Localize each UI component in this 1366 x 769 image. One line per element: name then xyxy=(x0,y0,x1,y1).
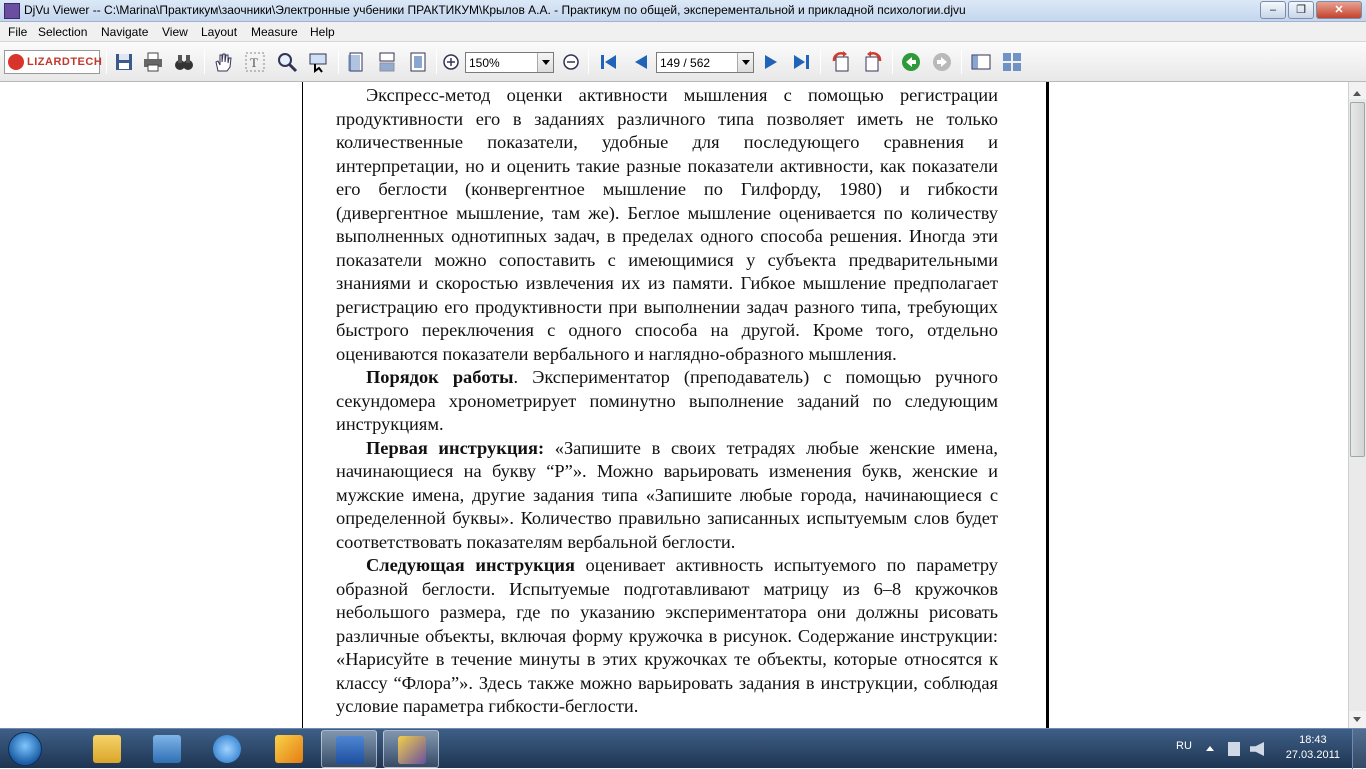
zoom-combo[interactable] xyxy=(465,52,554,73)
zoom-value: 150% xyxy=(469,56,500,70)
next-instruction-text: оценивает активность испытуемого по параметру образной беглости. Испытуемые подготавливают матрицу из 6–8 кружочков небольшого размера, где по указанию экспериментатора они должны рисовать различные объекты, включая форму кружочка в рисунок. Содержание инструкции: «Нарисуйте в течение минуты в этих кружочках те объекты, которые относятся к классу “Флора”». Здесь также можно варьировать задания в инструкции, соблюдая условие параметра гибкости-беглости. xyxy=(336,555,998,716)
document-page xyxy=(336,84,998,719)
continuous-page-icon[interactable] xyxy=(376,51,398,73)
toolbar xyxy=(0,42,1366,82)
chevron-down-icon[interactable] xyxy=(737,53,753,72)
djvu-icon xyxy=(398,736,426,764)
zoom-in-icon[interactable] xyxy=(440,51,462,73)
rotate-right-icon[interactable] xyxy=(862,51,884,73)
sidebar-toggle-icon[interactable] xyxy=(970,51,992,73)
paragraph-next-instruction xyxy=(336,554,998,719)
previous-page-icon[interactable] xyxy=(630,51,652,73)
taskbar-microsoft-word[interactable] xyxy=(321,730,377,768)
show-hidden-icons-icon[interactable] xyxy=(1206,742,1214,751)
taskbar-windows-explorer[interactable] xyxy=(79,730,135,768)
start-button[interactable] xyxy=(3,730,47,768)
title-bar xyxy=(0,0,1366,22)
clock-date: 27.03.2011 xyxy=(1285,749,1340,761)
print-icon[interactable] xyxy=(142,51,164,73)
thumbnails-icon[interactable] xyxy=(1001,51,1023,73)
taskbar-winamp[interactable] xyxy=(261,730,317,768)
paragraph-first-instruction xyxy=(336,437,998,555)
forward-icon[interactable] xyxy=(931,51,953,73)
scroll-up-icon[interactable] xyxy=(1349,82,1366,99)
page-combo[interactable] xyxy=(656,52,754,73)
document-viewport[interactable] xyxy=(0,82,1348,728)
lizard-logo-icon xyxy=(8,54,24,70)
menu-measure[interactable]: Measure xyxy=(251,25,298,39)
word-icon xyxy=(336,736,364,764)
back-icon[interactable] xyxy=(900,51,922,73)
text-select-icon[interactable] xyxy=(244,51,266,73)
volume-icon[interactable] xyxy=(1250,742,1264,756)
paragraph-method: Экспресс-метод оценки активности мышления с помощью регистрации продуктивности его в заданиях различного типа позволяет иметь не только количественные показатели, удобные для последующего сравнения и интерпретации, но и оценить такие разные показатели активности, как показатели его беглости (конвергентное мышление по Гилфорду, 1980) и гибкости (дивергентное мышление, там же). Беглое мышление оценивается по количеству выполненных однотипных задач, в пределах одного способа решения. Иногда эти показатели можно сопоставить с имеющимися у субъекта предварительными знаниями и скоростью извлечения их из памяти. Гибкое мышление предполагает регистрацию его продуктивности при выполнении задач разного типа, требующих быстрого переключения с одного способа на другой. Кроме того, отдельно оцениваются показатели вербального и наглядно-образного мышления. xyxy=(336,85,998,364)
clock[interactable] xyxy=(1286,733,1340,763)
menu-help[interactable]: Help xyxy=(310,25,335,39)
chevron-down-icon[interactable] xyxy=(537,53,553,72)
zoom-out-icon[interactable] xyxy=(560,51,582,73)
show-desktop-button[interactable] xyxy=(1352,729,1366,769)
menu-bar xyxy=(0,22,1366,42)
last-page-icon[interactable] xyxy=(790,51,812,73)
first-page-icon[interactable] xyxy=(598,51,620,73)
window-title: DjVu Viewer -- C:\Marina\Практикум\заочники\Электронные учбеники ПРАКТИКУМ\Крылов А.А. - Практикум по общей, эксперементальной и прикладной психологии.djvu xyxy=(24,3,966,17)
vertical-scrollbar[interactable] xyxy=(1348,82,1366,728)
taskbar-internet-explorer[interactable] xyxy=(199,730,255,768)
scroll-down-icon[interactable] xyxy=(1349,711,1366,728)
page-value: 149 / 562 xyxy=(660,56,711,70)
find-binoculars-icon[interactable] xyxy=(173,51,195,73)
taskbar xyxy=(0,728,1366,768)
minimize-button[interactable]: ‒ xyxy=(1260,1,1286,19)
winamp-icon xyxy=(275,735,303,763)
windows-logo-icon xyxy=(8,732,42,766)
first-instruction-text: «Запишите в своих тетрадях любые женские имена, начинающиеся на букву “Р”». Можно варьировать изменения букв, женские и мужские имена, другие задания типа «Запишите любые города, начинающиеся с определенной буквы». Количество правильно записанных испытуемым слов будет соответствовать показателям вербальной беглости. xyxy=(336,437,998,552)
next-page-icon[interactable] xyxy=(760,51,782,73)
logo-text: LIZARDTECH xyxy=(27,56,103,68)
taskbar-control-panel[interactable] xyxy=(139,730,195,768)
single-page-icon[interactable] xyxy=(345,51,367,73)
language-indicator[interactable]: RU xyxy=(1176,740,1192,752)
menu-layout[interactable]: Layout xyxy=(201,25,238,39)
scrollbar-thumb[interactable] xyxy=(1350,102,1365,457)
menu-selection[interactable]: Selection xyxy=(38,25,88,39)
lizardtech-logo[interactable] xyxy=(4,50,103,74)
page-left-edge xyxy=(302,82,303,728)
fit-page-icon[interactable] xyxy=(407,51,429,73)
maximize-button[interactable]: ❐ xyxy=(1288,1,1314,19)
svg-text:T: T xyxy=(250,55,258,70)
first-instruction-heading: Первая инструкция: xyxy=(366,437,545,458)
page-right-edge xyxy=(1046,82,1049,728)
zoom-select-icon[interactable] xyxy=(276,51,298,73)
close-button[interactable]: ✕ xyxy=(1316,1,1362,19)
next-instruction-heading: Следующая инструкция xyxy=(366,555,575,575)
paragraph-procedure xyxy=(336,366,998,437)
taskbar-djvu-viewer[interactable] xyxy=(383,730,439,768)
clock-time: 18:43 xyxy=(1299,734,1327,746)
menu-navigate[interactable]: Navigate xyxy=(101,25,149,39)
procedure-heading: Порядок работы xyxy=(366,367,514,387)
network-icon[interactable] xyxy=(1228,742,1240,756)
save-icon[interactable] xyxy=(113,51,135,73)
djvu-app-icon xyxy=(4,3,20,19)
control-panel-icon xyxy=(153,735,181,763)
menu-file[interactable]: File xyxy=(8,25,28,39)
folder-icon xyxy=(93,735,121,763)
rotate-left-icon[interactable] xyxy=(830,51,852,73)
menu-view[interactable]: View xyxy=(162,25,188,39)
pan-hand-icon[interactable] xyxy=(212,51,234,73)
magnifier-tool-icon[interactable] xyxy=(307,51,329,73)
internet-explorer-icon xyxy=(213,735,241,763)
procedure-text: . Экспериментатор (преподаватель) с помощью ручного секундомера хронометрирует поминутно выполнение заданий по следующим инструкциям. xyxy=(336,367,999,434)
